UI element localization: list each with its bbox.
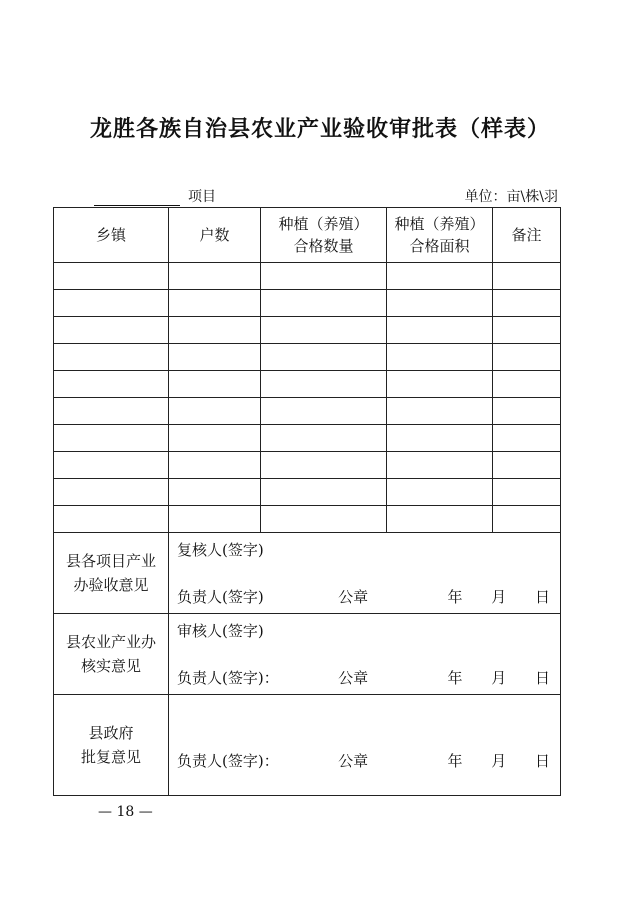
table-row (54, 371, 561, 398)
table-cell[interactable] (387, 452, 493, 479)
table-cell[interactable] (54, 317, 169, 344)
seal-label: 公章 (338, 752, 369, 770)
table-row (54, 290, 561, 317)
signature-line (177, 586, 550, 607)
table-cell[interactable] (169, 371, 261, 398)
table-cell[interactable] (54, 371, 169, 398)
table-cell[interactable] (54, 263, 169, 290)
year-label: 年 (447, 588, 463, 606)
table-cell[interactable] (493, 371, 561, 398)
signature-line (177, 667, 550, 688)
table-cell[interactable] (493, 506, 561, 533)
project-label: 项目 (188, 189, 216, 205)
month-label: 月 (491, 752, 507, 770)
reviewer-signature-label: 复核人(签字) (177, 541, 264, 559)
section-label (54, 695, 169, 796)
year-label: 年 (447, 752, 463, 770)
col-header-remarks: 备注 (493, 208, 561, 263)
table-cell[interactable] (54, 344, 169, 371)
day-label: 日 (534, 588, 550, 606)
table-header-row (54, 208, 561, 263)
table-cell[interactable] (261, 425, 387, 452)
section-label-line1: 县各项目产业 (65, 552, 156, 570)
month-label: 月 (491, 669, 507, 687)
col-header-qualified-area (387, 208, 493, 263)
table-cell[interactable] (261, 371, 387, 398)
table-cell[interactable] (387, 317, 493, 344)
project-line (94, 186, 216, 206)
col-header-households: 户数 (169, 208, 261, 263)
day-label: 日 (534, 669, 550, 687)
table-cell[interactable] (54, 452, 169, 479)
table-cell[interactable] (54, 290, 169, 317)
table-cell[interactable] (169, 425, 261, 452)
table-cell[interactable] (169, 452, 261, 479)
table-cell[interactable] (261, 263, 387, 290)
table-cell[interactable] (387, 263, 493, 290)
table-cell[interactable] (261, 344, 387, 371)
table-cell[interactable] (493, 317, 561, 344)
table-cell[interactable] (261, 506, 387, 533)
table-cell[interactable] (387, 398, 493, 425)
table-row (54, 263, 561, 290)
table-cell[interactable] (387, 371, 493, 398)
page-number: — 18 — (98, 804, 153, 820)
section-opinion-area[interactable] (169, 533, 561, 614)
section-opinion-area[interactable] (169, 614, 561, 695)
table-cell[interactable] (387, 479, 493, 506)
table-cell[interactable] (54, 425, 169, 452)
table-cell[interactable] (169, 263, 261, 290)
table-cell[interactable] (169, 398, 261, 425)
table-cell[interactable] (493, 425, 561, 452)
table-cell[interactable] (493, 479, 561, 506)
table-cell[interactable] (169, 344, 261, 371)
table-cell[interactable] (261, 317, 387, 344)
col-header-qualified-area-line2: 合格面积 (409, 237, 470, 255)
table-row (54, 452, 561, 479)
section-label-line2: 批复意见 (80, 748, 141, 766)
year-label: 年 (447, 669, 463, 687)
table-cell[interactable] (387, 290, 493, 317)
table-cell[interactable] (493, 263, 561, 290)
section-county-project-office (54, 533, 561, 614)
section-label-line2: 核实意见 (80, 657, 141, 675)
unit-label: 单位：亩\株\羽 (464, 189, 558, 205)
table-cell[interactable] (169, 290, 261, 317)
table-cell[interactable] (493, 290, 561, 317)
project-blank-field[interactable] (94, 189, 180, 206)
responsible-signature-label: 负责人(签字)： (177, 752, 279, 770)
section-county-agri-office (54, 614, 561, 695)
table-row (54, 479, 561, 506)
table-row (54, 398, 561, 425)
page-title: 龙胜各族自治县农业产业验收审批表（样表） (89, 117, 550, 142)
col-header-qualified-quantity (261, 208, 387, 263)
table-cell[interactable] (387, 425, 493, 452)
section-opinion-area[interactable] (169, 695, 561, 796)
auditor-signature-label: 审核人(签字) (177, 622, 264, 640)
section-county-government (54, 695, 561, 796)
col-header-township: 乡镇 (54, 208, 169, 263)
month-label: 月 (491, 588, 507, 606)
signature-line (177, 750, 550, 771)
table-cell[interactable] (54, 479, 169, 506)
table-cell[interactable] (169, 506, 261, 533)
table-cell[interactable] (493, 398, 561, 425)
col-header-qualified-quantity-line1: 种植（养殖） (278, 215, 369, 233)
section-label (54, 533, 169, 614)
table-row (54, 506, 561, 533)
table-row (54, 344, 561, 371)
table-cell[interactable] (169, 479, 261, 506)
responsible-signature-label: 负责人(签字)： (177, 669, 279, 687)
table-row (54, 425, 561, 452)
table-cell[interactable] (54, 506, 169, 533)
table-cell[interactable] (261, 398, 387, 425)
table-cell[interactable] (169, 317, 261, 344)
seal-label: 公章 (338, 588, 369, 606)
col-header-qualified-area-line1: 种植（养殖） (394, 215, 485, 233)
seal-label: 公章 (338, 669, 369, 687)
col-header-qualified-quantity-line2: 合格数量 (293, 237, 354, 255)
table-cell[interactable] (261, 290, 387, 317)
section-label-line1: 县农业产业办 (65, 633, 156, 651)
section-label-line1: 县政府 (88, 724, 134, 742)
table-cell[interactable] (387, 344, 493, 371)
section-label (54, 614, 169, 695)
table-cell[interactable] (493, 344, 561, 371)
table-cell[interactable] (493, 452, 561, 479)
table-cell[interactable] (54, 398, 169, 425)
table-cell[interactable] (261, 452, 387, 479)
approval-table (53, 207, 561, 796)
day-label: 日 (534, 752, 550, 770)
table-row (54, 317, 561, 344)
section-label-line2: 办验收意见 (73, 576, 149, 594)
table-cell[interactable] (387, 506, 493, 533)
responsible-signature-label: 负责人(签字) (177, 588, 264, 606)
table-cell[interactable] (261, 479, 387, 506)
